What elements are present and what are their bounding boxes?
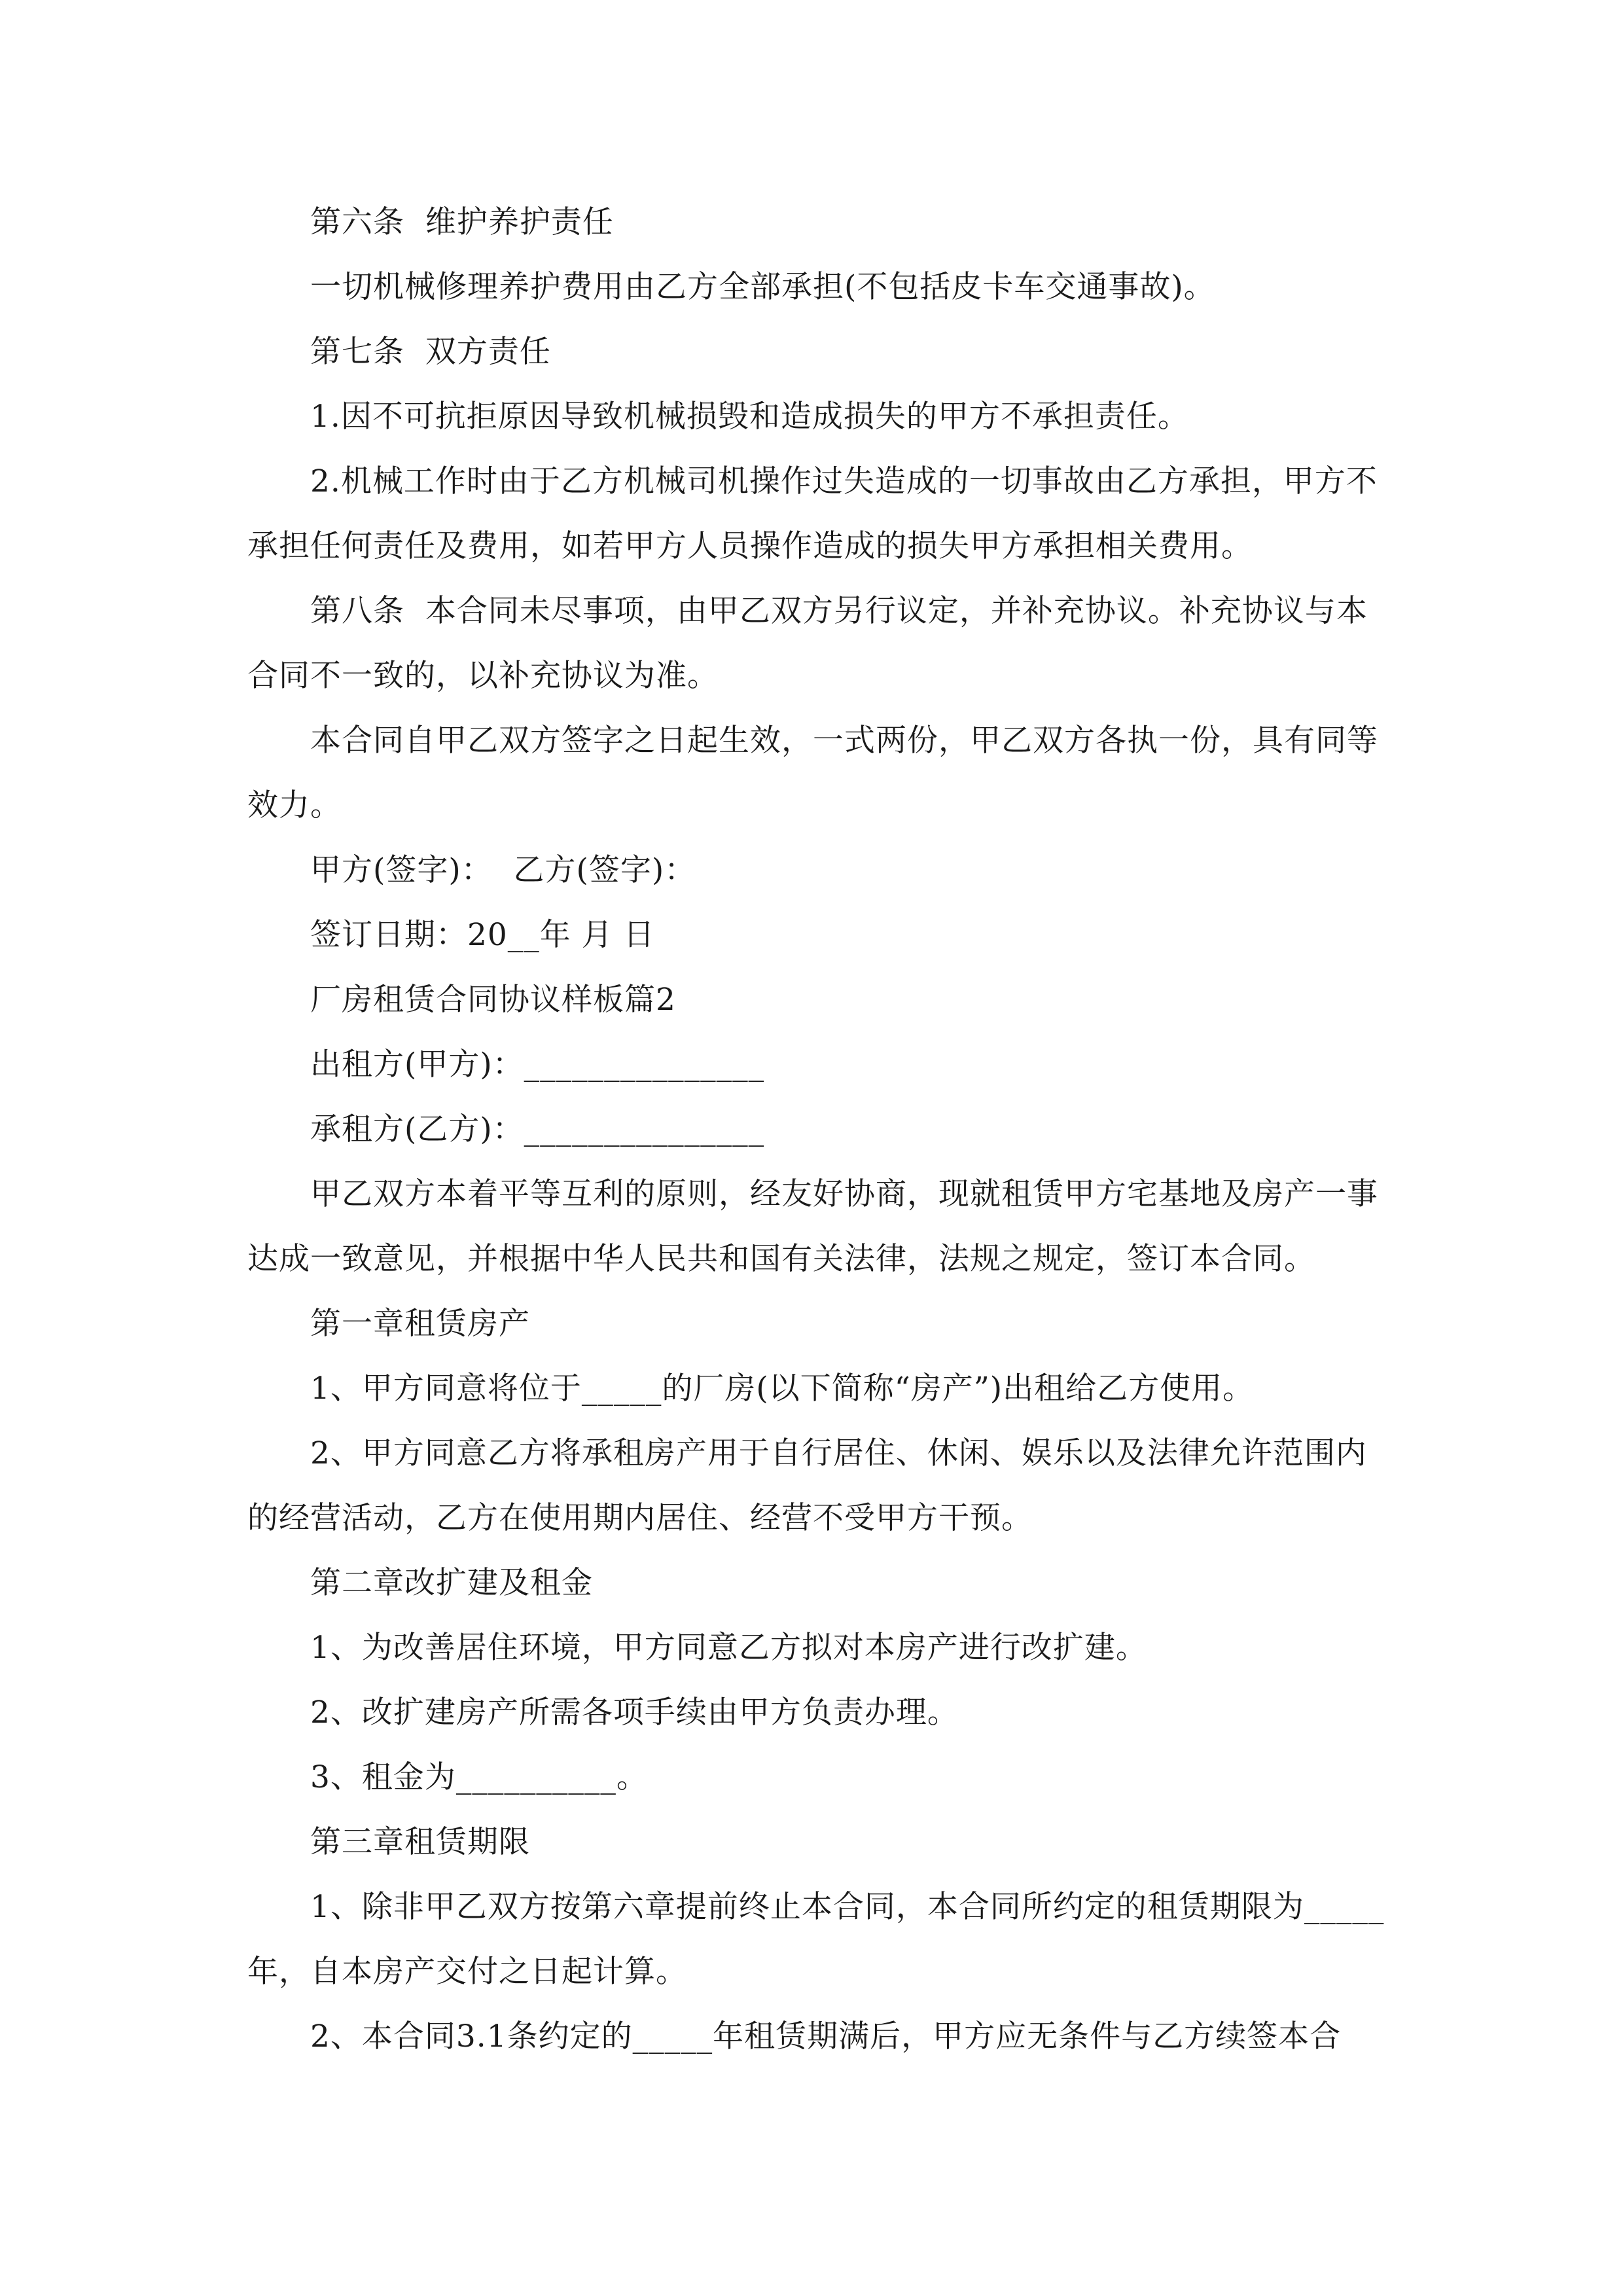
article-6-text: 一切机械修理养护费用由乙方全部承担(不包括皮卡车交通事故)。 <box>310 269 1215 305</box>
article-7-clause-1: 1.因不可抗拒原因导致机械损毁和造成损失的甲方不承担责任。 <box>310 399 1189 435</box>
article-8-text: 第八条 本合同未尽事项，由甲乙双方另行议定，并补充协议。补充协议与本合同不一致的，以补充协议为准。 <box>247 593 1368 694</box>
article-6-heading: 第六条 维护养护责任 <box>310 204 614 240</box>
chapter-2-heading: 第二章改扩建及租金 <box>310 1565 593 1601</box>
document-body <box>247 190 1393 2069</box>
chapter-1-heading: 第一章租赁房产 <box>310 1306 530 1342</box>
chapter-3-heading: 第三章租赁期限 <box>310 1824 530 1860</box>
preamble: 甲乙双方本着平等互利的原则，经友好协商，现就租赁甲方宅基地及房产一事达成一致意见，并根据中华人民共和国有关法律，法规之规定，签订本合同。 <box>247 1176 1378 1277</box>
chapter-2-clause-1: 1、为改善居住环境，甲方同意乙方拟对本房产进行改扩建。 <box>310 1630 1147 1666</box>
article-7-clause-2: 2.机械工作时由于乙方机械司机操作过失造成的一切事故由乙方承担，甲方不承担任何责任及费用，如若甲方人员操作造成的损失甲方承担相关费用。 <box>247 463 1378 564</box>
chapter-3-clause-1: 1、除非甲乙双方按第六章提前终止本合同，本合同所约定的租赁期限为_____年，自本房产交付之日起计算。 <box>247 1889 1385 1990</box>
signing-date: 签订日期：20__年 月 日 <box>310 917 655 953</box>
chapter-1-clause-1: 1、甲方同意将位于_____的厂房(以下简称“房产”)出租给乙方使用。 <box>310 1371 1255 1407</box>
lessee-line: 承租方(乙方)：_______________ <box>310 1111 765 1147</box>
chapter-2-clause-3: 3、租金为__________。 <box>310 1759 648 1795</box>
chapter-3-clause-2: 2、本合同3.1条约定的_____年租赁期满后，甲方应无条件与乙方续签本合 <box>310 2018 1342 2054</box>
signature-line: 甲方(签字)： 乙方(签字)： <box>310 852 696 888</box>
contract-2-title: 厂房租赁合同协议样板篇2 <box>310 982 676 1018</box>
chapter-2-clause-2: 2、改扩建房产所需各项手续由甲方负责办理。 <box>310 1695 959 1731</box>
chapter-1-clause-2: 2、甲方同意乙方将承租房产用于自行居住、休闲、娱乐以及法律允许范围内的经营活动，乙方在使用期内居住、经营不受甲方干预。 <box>247 1435 1367 1536</box>
lessor-line: 出租方(甲方)：_______________ <box>310 1047 765 1083</box>
effective-clause: 本合同自甲乙双方签字之日起生效，一式两份，甲乙双方各执一份，具有同等效力。 <box>247 723 1378 823</box>
article-7-heading: 第七条 双方责任 <box>310 334 551 370</box>
